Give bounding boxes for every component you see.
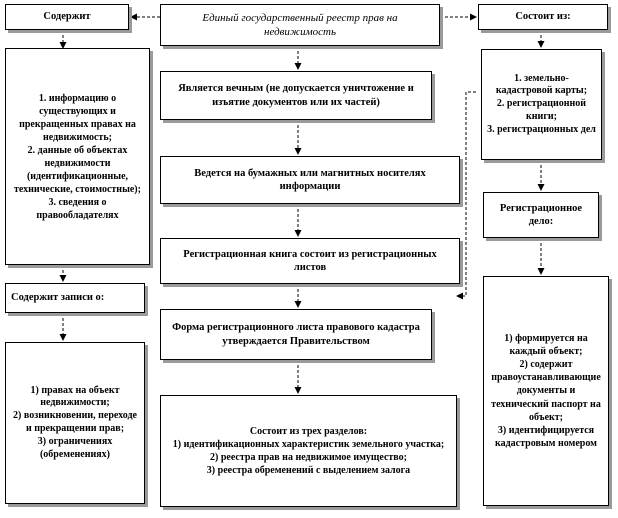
consists-item-2: 2. регистрационной книги; (496, 98, 587, 122)
case-header-box (483, 192, 599, 238)
book-text: Регистрационная книга состоит из регистрационных листов (183, 248, 437, 273)
book-box (160, 238, 460, 284)
record-item-2: 2) возникновении, переходе и прекращении прав; (13, 410, 137, 434)
case-item-1: 1) формируется на каждый объект; (504, 332, 588, 357)
contains-header: Содержит (43, 11, 91, 23)
contains-item-1: 1. информацию о существующих и прекращенных правах на недвижимость; (19, 92, 136, 143)
media-text: Ведется на бумажных или магнитных носителях информации (194, 167, 426, 192)
sections-header: Состоит из трех разделов: (249, 426, 368, 437)
form-box (160, 309, 432, 360)
contains-header-box (5, 4, 129, 30)
consists-item-3: 3. регистрационных дел (487, 123, 596, 135)
case-header: Регистрационное дело: (499, 202, 583, 227)
contains-item-2: 2. данные об объектах недвижимости (идентификационные, технические, стоимостные); (14, 144, 141, 195)
sections-item-3: 3) реестра обременений с выделением залога (206, 465, 411, 476)
registry-title: Единый государственный реестр прав на недвижимость (202, 11, 398, 38)
eternal-text: Является вечным (не допускается уничтожение и изъятие документов или их частей) (178, 83, 414, 108)
registry-box (160, 4, 440, 46)
record-header: Содержит записи о: (11, 292, 105, 304)
sections-box (160, 395, 457, 507)
case-body-box (483, 276, 609, 506)
consists-body-box (481, 49, 602, 160)
record-item-3: 3) ограничениях (обременениях) (37, 435, 113, 460)
consists-item-1: 1. земельно-кадастровой карты; (495, 72, 588, 97)
consists-header: Состоит из: (515, 11, 571, 23)
case-item-3: 3) идентифицируется кадастровым номером (495, 424, 597, 450)
record-item-1: 1) правах на объект недвижимости; (30, 384, 120, 409)
consists-header-box (478, 4, 608, 30)
record-header-box (5, 283, 145, 313)
contains-item-3: 3. сведения о правообладателях (36, 196, 119, 221)
record-body-box (5, 342, 145, 504)
sections-item-1: 1) идентификационных характеристик земельного участка; (172, 439, 445, 450)
case-item-2: 2) содержит правоустанавливающие документы и технический паспорт на объект; (491, 359, 601, 423)
form-text: Форма регистрационного листа правового кадастра утверждается Правительством (172, 322, 420, 347)
sections-item-2: 2) реестра прав на недвижимое имущество; (210, 452, 407, 463)
eternal-box (160, 71, 432, 120)
media-box (160, 156, 460, 204)
contains-body-box (5, 48, 150, 265)
